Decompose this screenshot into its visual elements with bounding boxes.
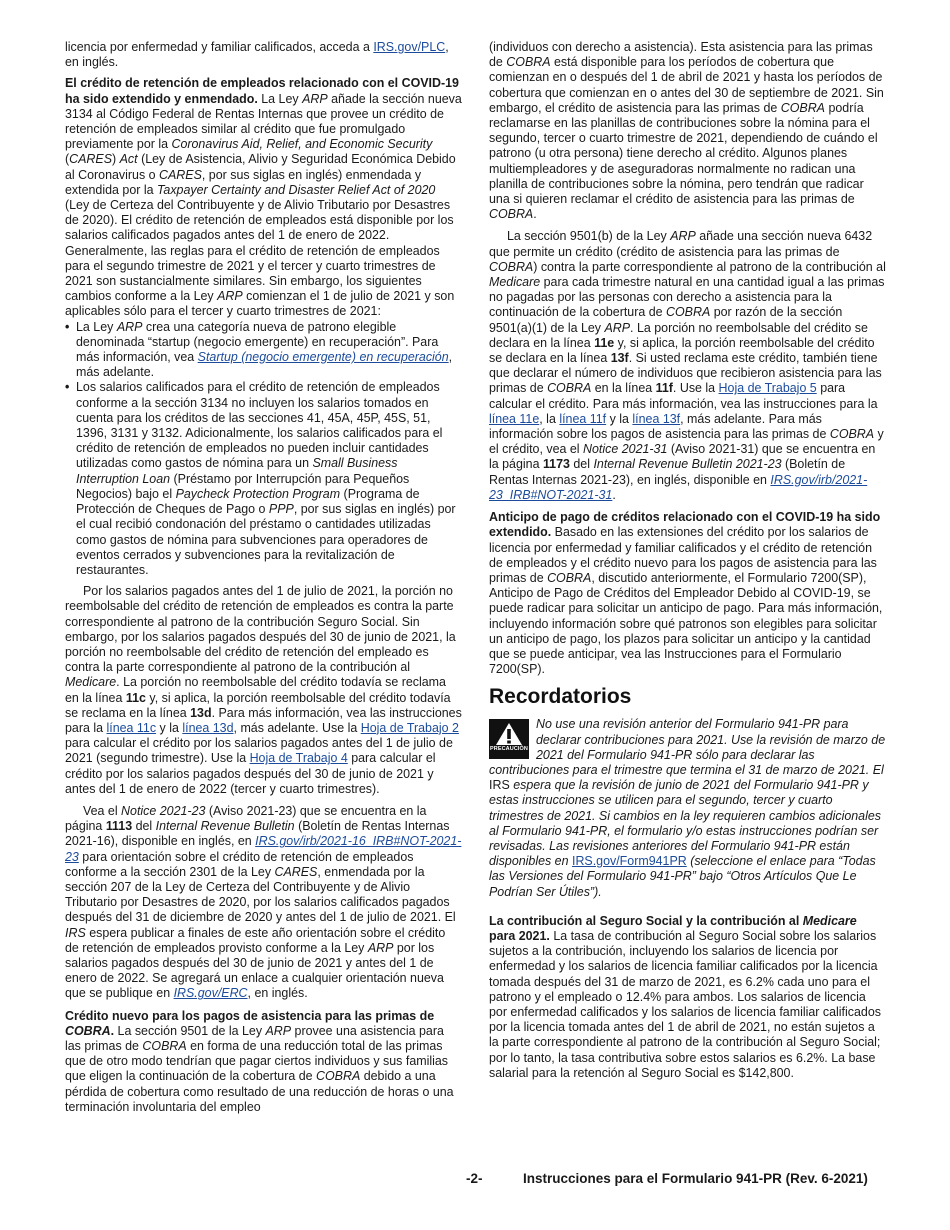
text-run: Small Business Interruption Loan (76, 456, 398, 486)
paragraph (489, 40, 886, 222)
text-run: . La porción no reembolsable del crédito se declara en la línea (489, 320, 868, 350)
text-run: crea una categoría nueva de patrono elegible denominada “startup (negocio emergente) en recuperación”. Para más información, vea (76, 319, 439, 365)
text-run: 13f (610, 351, 629, 366)
text-run: (individuos con derecho a asistencia). Esta asistencia para las primas de (489, 40, 873, 70)
text-run: El crédito de retención de empleados relacionado con el COVID-19 ha sido extendido y enmendado. (65, 76, 459, 106)
text-run: , más adelante. (76, 350, 453, 380)
text-run: PPP (268, 502, 294, 517)
text-run: Por los salarios pagados antes del 1 de julio de 2021, la porción no reembolsable del crédito de retención de empleados es contra la parte correspondiente al patrono de la contribución Seguro Social. Sin embargo, por los salarios pagados después del 30 de junio de 2021, la porción no reembolsable del crédito de retención del empleado es contra la parte correspondiente al patrono de la contribución al (65, 584, 456, 675)
paragraph (65, 804, 462, 1002)
text-run: Internal Revenue Bulletin (155, 819, 295, 834)
text-link[interactable]: IRS.gov/PLC (373, 40, 446, 54)
text-run: COBRA (506, 55, 551, 70)
text-run: (Boletín de Rentas Internas 2021-16), disponible en inglés, en (65, 819, 450, 849)
text-run: para orientación sobre el crédito de retención de empleados conforme a la sección 2301 de la Ley (65, 849, 414, 879)
text-run: Anticipo de pago de créditos relacionado con el COVID-19 ha sido extendido. (489, 510, 881, 540)
text-run: Internal Revenue Bulletin 2021-23 (593, 457, 782, 472)
text-run: (Aviso 2021-31) que se encuentra en la página (489, 442, 876, 472)
text-run: por razón de la sección 9501(a)(1) de la Ley (489, 305, 843, 335)
text-run: y la (606, 411, 633, 426)
text-link[interactable]: Hoja de Trabajo 2 (360, 720, 459, 735)
text-run: ARP (670, 229, 696, 244)
text-run: IRS (489, 778, 510, 793)
paragraph-erc-extended (65, 76, 462, 319)
text-run: 1173 (542, 457, 570, 472)
text-run: ARP (217, 289, 243, 304)
section-heading: Recordatorios (489, 685, 632, 709)
text-run: Medicare (489, 275, 541, 290)
text-run: (Ley de Asistencia, Alivio y Seguridad Económica Debido al Coronavirus o (65, 152, 456, 182)
text-run: CARES (274, 864, 318, 879)
text-run: 11c (125, 690, 146, 705)
text-run: podría reclamarse en las planillas de contribuciones sobre la nómina para el segundo, tercer o cuarto trimestre de 2021, dependiendo de cuándo el patrono (u otra persona) tiene derecho al crédito. Algunos planes multiempleadores y de aseguradoras normalmente no radican una planilla de contribuciones sobre la nómina, pero tendrán que radicar una si quieren reclamar el crédito de asistencia para las primas de (489, 100, 878, 207)
warning-triangle-icon (495, 722, 523, 746)
text-run: comienzan el 1 de julio de 2021 y son aplicables sólo para el tercer y cuarto trimestres de 2021: (65, 289, 455, 319)
text-run: COBRA (142, 1039, 187, 1053)
paragraph-cobra-credit (65, 1009, 462, 1115)
text-run: y, si aplica, la porción reembolsable del crédito todavía se reclama en la línea (65, 690, 451, 720)
text-run: COBRA (547, 570, 592, 585)
text-run: ARP (302, 91, 328, 106)
text-run: , la (539, 411, 560, 426)
text-run: por los salarios pagados después del 30 de junio de 2021 y antes del 1 de enero de 2022. Se agregará un enlace a cualquier orientación nueva que se publique en (65, 940, 444, 1001)
text-run: Taxpayer Certainty and Disaster Relief Act of 2020 (156, 182, 436, 197)
paragraph-social-security-rate (489, 914, 886, 1081)
text-link[interactable]: IRS.gov/Form941PR (571, 854, 687, 869)
text-run: , enmendada por la sección 207 de la Ley de Certeza del Contribuyente y de Alivio Tributario por Desastres de 2020, por los salarios calificados pagados después del 31 de diciembre de 2020 y antes del 1 de julio de 2021. El (65, 864, 456, 925)
bullet-item (65, 320, 462, 381)
paragraph-advance-payment (489, 510, 886, 677)
text-run: ) (112, 152, 120, 167)
text-run: para calcular el crédito por los salarios pagados después del 30 de junio de 2021 y antes del 1 de enero de 2022 (tercer y cuarto trimestres). (65, 751, 436, 796)
caution-label: PRECAUCIÓN (490, 746, 528, 753)
bullet-icon: • (65, 380, 70, 395)
text-run: Vea el (83, 803, 122, 818)
paragraph (489, 229, 886, 503)
text-run: ARP (604, 320, 631, 335)
text-link[interactable]: línea 11f (559, 411, 607, 426)
text-run: Coronavirus Aid, Relief, and Economic Security (171, 137, 433, 152)
text-run: y, si aplica, la porción reembolsable del crédito se declara en la línea (489, 335, 875, 366)
text-run: ARP (367, 940, 394, 955)
text-run: añade la sección nueva 3134 al Código Federal de Rentas Internas que provee un crédito de retención de empleados similar al crédito que fue promulgado previamente por la (65, 91, 462, 152)
text-run: (Ley de Certeza del Contribuyente y de Alivio Tributario por Desastres de 2020). El crédito de retención de empleados está disponible por los salarios calificados pagados antes del 1 de enero de 2022. Generalmente, las reglas para el crédito de retención de empleados para el segundo trimestre de 2021 y el tercer y cuarto trimestres de 2021 son sustancialmente similares. Sin embargo, los siguientes cambios conforme a la Ley (65, 198, 454, 304)
text-run: . Use la (672, 381, 719, 396)
text-run: Basado en las extensiones del crédito por los salarios de licencia por enfermedad y familiar calificados y el crédito de retención de empleados y el crédito nuevo para los pagos de asistencia para las primas de (489, 525, 877, 585)
text-run: debido a una pérdida de cobertura como resultado de una reducción de horas o una terminación involuntaria del empleo (65, 1069, 454, 1114)
bullet-item (65, 380, 462, 578)
left-column (65, 40, 462, 1123)
text-link[interactable]: IRS.gov/irb/2021-16_IRB#NOT-2021-23 (65, 834, 462, 864)
text-run: espera que la revisión de junio de 2021 del Formulario 941-PR y estas instrucciones se utilicen para el segundo, tercer y cuarto trimestres de 2021. Si cambios en la ley requieren cambios adicionales al Formulario 941-PR, el formulario y/o estas instrucciones podrían ser revisadas. Las revisiones anteriores del Formulario 941-PR están disponibles en (489, 778, 881, 869)
text-run: COBRA (666, 305, 711, 320)
text-run: Paycheck Protection Program (175, 486, 341, 501)
text-run: . La porción no reembolsable del crédito todavía se reclama en la línea (65, 675, 446, 705)
text-run: , discutido anteriormente, el Formulario 7200(SP), Anticipo de Pago de Créditos del Empleador Debido al COVID-19, se puede radicar para solicitar un anticipo de pago. Para más información, incluyendo información sobre qué patronos son elegibles para solicitar un anticipo de pago, los plazos para solicitar un anticipo y la cantidad que se puede anticipar, vea las Instrucciones para el Formulario 7200(SP). (489, 570, 883, 677)
text-run: ARP (265, 1023, 292, 1038)
text-run: , por sus siglas en inglés) enmendada y extendida por la (65, 167, 422, 197)
paragraph (65, 584, 462, 797)
text-run: COBRA (316, 1069, 361, 1084)
text-run: La sección 9501(b) de la Ley (507, 229, 671, 244)
text-run: para calcular el crédito. Para más información, vea las instrucciones para la (489, 381, 878, 411)
text-run: 1113 (105, 819, 133, 834)
text-run: IRS (65, 925, 86, 940)
text-link[interactable]: línea 13d (182, 720, 234, 735)
text-run: . Para más información, vea las instrucciones para la (65, 705, 462, 735)
text-link[interactable]: línea 13f (632, 411, 681, 426)
text-run: La Ley (76, 319, 117, 334)
paragraph (65, 40, 462, 70)
bullet-icon: • (65, 319, 70, 334)
text-link[interactable]: línea 11e (489, 411, 540, 426)
text-run: añade una sección nueva 6432 que permite un crédito (crédito de asistencia para las primas de (489, 229, 873, 259)
text-link[interactable]: IRS.gov/irb/2021-23_IRB#NOT-2021-31 (489, 472, 868, 502)
text-run: 11e (594, 335, 615, 350)
text-run: licencia por enfermedad y familiar calificados, acceda a (65, 40, 374, 54)
text-run: Medicare (65, 675, 117, 690)
text-run: 11f (655, 381, 673, 396)
text-run: espera publicar a finales de este año orientación sobre el crédito de retención de empleados provisto conforme a la Ley (65, 925, 446, 955)
text-run: para calcular el crédito por los salarios pagados antes del 1 de julio de 2021 (segundo trimestre). Use la (65, 736, 453, 766)
text-run: . Si usted reclama este crédito, también tiene que declarar el número de individuos que recibieron asistencia para las primas de (489, 351, 882, 396)
text-run: (Aviso 2021-23) que se encuentra en la página (65, 803, 427, 834)
text-link[interactable]: IRS.gov/ERC (173, 986, 248, 1001)
text-run: Notice 2021-31 (583, 442, 668, 457)
text-run: CARES (69, 152, 113, 167)
text-run: , en inglés. (65, 40, 449, 70)
text-run: del (569, 457, 594, 472)
text-run: (Programa de Protección de Cheques de Pago o (76, 486, 420, 517)
text-run: (Boletín de Rentas Internas 2021-23), en inglés, disponible en (489, 457, 846, 487)
text-run: está disponible para los períodos de cobertura que comienzan en o después del 1 de abril de 2021 y hasta los períodos de cobertura que comienzan en o antes del 30 de septiembre de 2021. Sin embargo, el crédito de asistencia para las primas de (489, 55, 884, 115)
text-run: COBRA (489, 259, 534, 274)
text-run: La contribución al Seguro Social y la contribución al (489, 913, 803, 928)
text-run: . (110, 1023, 115, 1038)
text-run: (Préstamo por Interrupción para Pequeños Negocios) bajo el (76, 471, 410, 501)
text-run: y el crédito, vea el (489, 427, 884, 457)
text-run: , más adelante. Use la (233, 720, 361, 735)
caution-note (489, 717, 886, 899)
text-run: y la (156, 720, 183, 735)
text-run: CARES (159, 167, 202, 182)
text-link[interactable]: Startup (negocio emergente) en recuperación (197, 350, 449, 365)
text-run: La sección 9501 de la Ley (114, 1023, 266, 1038)
text-run: ) contra la parte correspondiente al patrono de la contribución al (533, 259, 886, 274)
text-run: para 2021. (489, 928, 550, 943)
text-run: ARP (116, 319, 143, 334)
text-run: , por sus siglas en inglés) por el cual recibió condonación del préstamo o cantidades utilizadas como gastos de nómina para subvenciones para operadores de eventos cerrados y subvenciones para la revitalización de restaurantes. (76, 502, 456, 577)
text-run: en forma de una reducción total de las primas que de otro modo tendrían que pagar ciertos individuos y sus familias que eligen la continuación de la cobertura de (65, 1039, 449, 1084)
bullet-text (76, 380, 462, 578)
right-column (489, 40, 886, 1089)
text-run: Los salarios calificados para el crédito de retención de empleados conforme a la sección 3134 no incluyen los salarios tomados en cuenta para los créditos de las secciones 41, 45A, 45P, 45S, 51, 1396, 3131 y 3132. Adicionalmente, los salarios calificados para el crédito de retención de empleados no pueden incluir cantidades utilizadas como gastos de nómina para un (76, 380, 443, 471)
text-run: ( (65, 152, 70, 167)
text-run: , en inglés. (247, 986, 308, 1001)
text-run: Act (119, 152, 138, 167)
text-run: COBRA (547, 381, 592, 396)
text-run: COBRA (829, 427, 875, 442)
text-run: provee una asistencia para las primas de (65, 1023, 444, 1053)
text-link[interactable]: Hoja de Trabajo 4 (249, 751, 348, 766)
text-run: Medicare (802, 913, 857, 928)
text-run: . (612, 487, 616, 502)
caution-icon (489, 719, 529, 759)
bullet-text (76, 320, 462, 381)
text-run: Crédito nuevo para los pagos de asistencia para las primas de (65, 1008, 435, 1023)
text-run: Notice 2021-23 (121, 803, 206, 818)
footer-form-title: Instrucciones para el Formulario 941-PR (Rev. 6-2021) (523, 1171, 868, 1186)
text-run: del (132, 819, 156, 834)
text-run: La tasa de contribución al Seguro Social sobre los salarios sujetos a la contribución, incluyendo los salarios de licencia por enfermedad y los salarios de licencia familiar calificados por la licencia tomada después del 31 de marzo de 2021, es 6.2% cada uno para el patrono y el empleado o 12.4% para ambos. Los salarios de licencia por enfermedad calificados y los salarios de licencia familiar calificados por la licencia tomada antes del 1 de abril de 2021, no están sujetos a la parte correspondiente al patrono de la contribución al Seguro Social; por lo tanto, la tasa contributiva sobre estos salarios es 6.2%. La base salarial para la retención al Seguro Social es $142,800. (489, 928, 881, 1080)
text-run: para cada trimestre natural en una cantidad igual a las primas no pagadas por las personas con derecho a asistencia para la continuación de la cobertura de (489, 275, 885, 320)
text-run: , más adelante. Para más información sobre los pagos de asistencia para las primas de (489, 411, 830, 442)
text-run: No use una revisión anterior del Formulario 941-PR para declarar contribuciones para 2021. Use la revisión de marzo de 2021 del Formulario 941-PR sólo para declarar las contribuciones para el trimestre que termina el 31 de marzo de 2021. El (489, 717, 886, 777)
text-run: (seleccione el enlace para “Todas las Versiones del Formulario 941-PR” bajo “Otros Artículos Que Le Podrían Ser Útiles”). (489, 854, 876, 899)
text-run: COBRA (780, 100, 825, 115)
text-run: en la línea (591, 381, 656, 396)
text-link[interactable]: línea 11c (106, 720, 157, 735)
text-link[interactable]: Hoja de Trabajo 5 (718, 381, 817, 396)
caution-text (489, 717, 886, 899)
text-run: La Ley (257, 91, 303, 106)
text-run: . (533, 207, 537, 222)
text-run: 13d (190, 705, 212, 720)
text-run: COBRA (65, 1023, 111, 1038)
text-run: COBRA (489, 207, 534, 222)
page-number: -2- (466, 1171, 483, 1186)
